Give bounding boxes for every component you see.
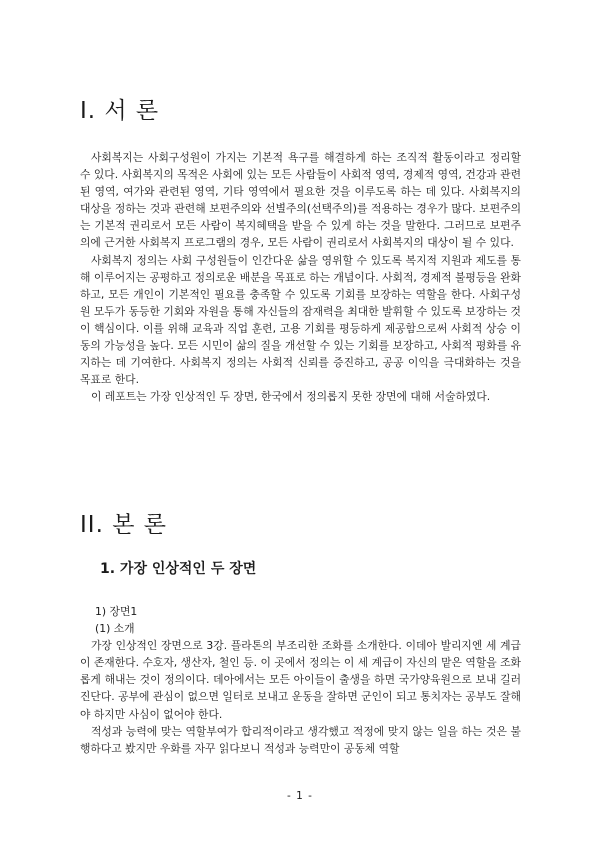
section-title: 1. 가장 인상적인 두 장면 (100, 561, 257, 577)
scene-paragraph: 가장 인상적인 장면으로 3강. 플라톤의 부조리한 조화를 소개한다. 이데아 발리지엔 세 계급이 존재한다. 수호자, 생산자, 철인 등. 이 곳에서 정의는 이 세 계급이 자신의 맡은 역할을 조화롭게 해내는 것이 정의이다. 데아에서는 모든 아이들이 출생을 하면 국가양육원으로 보내 길러진단다. 공부에 관심이 없으면 일터로 보내고 운동을 잘하면 군인이 되고 통치자는 공부도 잘해야 하지만 사심이 없어야 한다. (80, 639, 521, 721)
scene-label: 1) 장면1 (95, 605, 138, 618)
intro-paragraph: 사회복지 정의는 사회 구성원들이 인간다운 삶을 영위할 수 있도록 복지적 지원과 제도를 통해 이루어지는 공평하고 정의로운 배분을 목표로 하는 개념이다. 사회적, 경제적 불평등을 완화하고, 모든 개인이 기본적인 필요를 충족할 수 있도록 기회를 보장하는 역할을 한다. 사회구성원 모두가 동등한 기회와 자원을 통해 자신들의 잠재력을 최대한 발휘할 수 있도록 보장하는 것이 핵심이다. 이를 위해 교육과 직업 훈련, 고용 기회를 평등하게 제공함으로써 사회적 상승 이동의 가능성을 높다. 모든 시민이 삶의 질을 개선할 수 있는 기회를 보장하고, 사회적 평화를 유지하는 데 기여한다. 사회복지 정의는 사회적 신뢰를 증진하고, 공공 이익을 극대화하는 것을 목표로 한다. (80, 253, 521, 387)
body-heading: II. 본 론 (80, 512, 167, 538)
subsection-label: (1) 소개 (95, 622, 135, 636)
scene-section (80, 603, 521, 757)
intro-heading: I. 서 론 (80, 98, 160, 124)
intro-section (80, 149, 521, 405)
page-number: - 1 - (287, 790, 313, 802)
scene-paragraph: 적성과 능력에 맞는 역할부여가 합리적이라고 생각했고 적정에 맞지 않는 일을 하는 것은 불행하다고 봤지만 우화를 자꾸 읽다보니 적성과 능력만이 공동체 역할 (80, 724, 521, 755)
intro-paragraph: 이 레포트는 가장 인상적인 두 장면, 한국에서 정의롭지 못한 장면에 대해 서술하였다. (91, 390, 491, 404)
intro-paragraph: 사회복지는 사회구성원이 가지는 기본적 욕구를 해결하게 하는 조직적 활동이라고 정리할 수 있다. 사회복지의 목적은 사회에 있는 모든 사람들이 사회적 영역, 경제적 영역, 건강과 관련된 영역, 여가와 관련된 영역, 기타 영역에서 필요한 것을 이루도록 하는 데 있다. 사회복지의 대상을 정하는 것과 관련해 보편주의와 선별주의(선택주의)를 적용하는 경우가 많다. 보편주의는 기본적 권리로서 모든 사람이 복지혜택을 받을 수 있게 하는 것을 말한다. 그러므로 보편주의에 근거한 사회복지 프로그램의 경우, 모든 사람이 권리로서 사회복지의 대상이 될 수 있다. (80, 151, 521, 250)
